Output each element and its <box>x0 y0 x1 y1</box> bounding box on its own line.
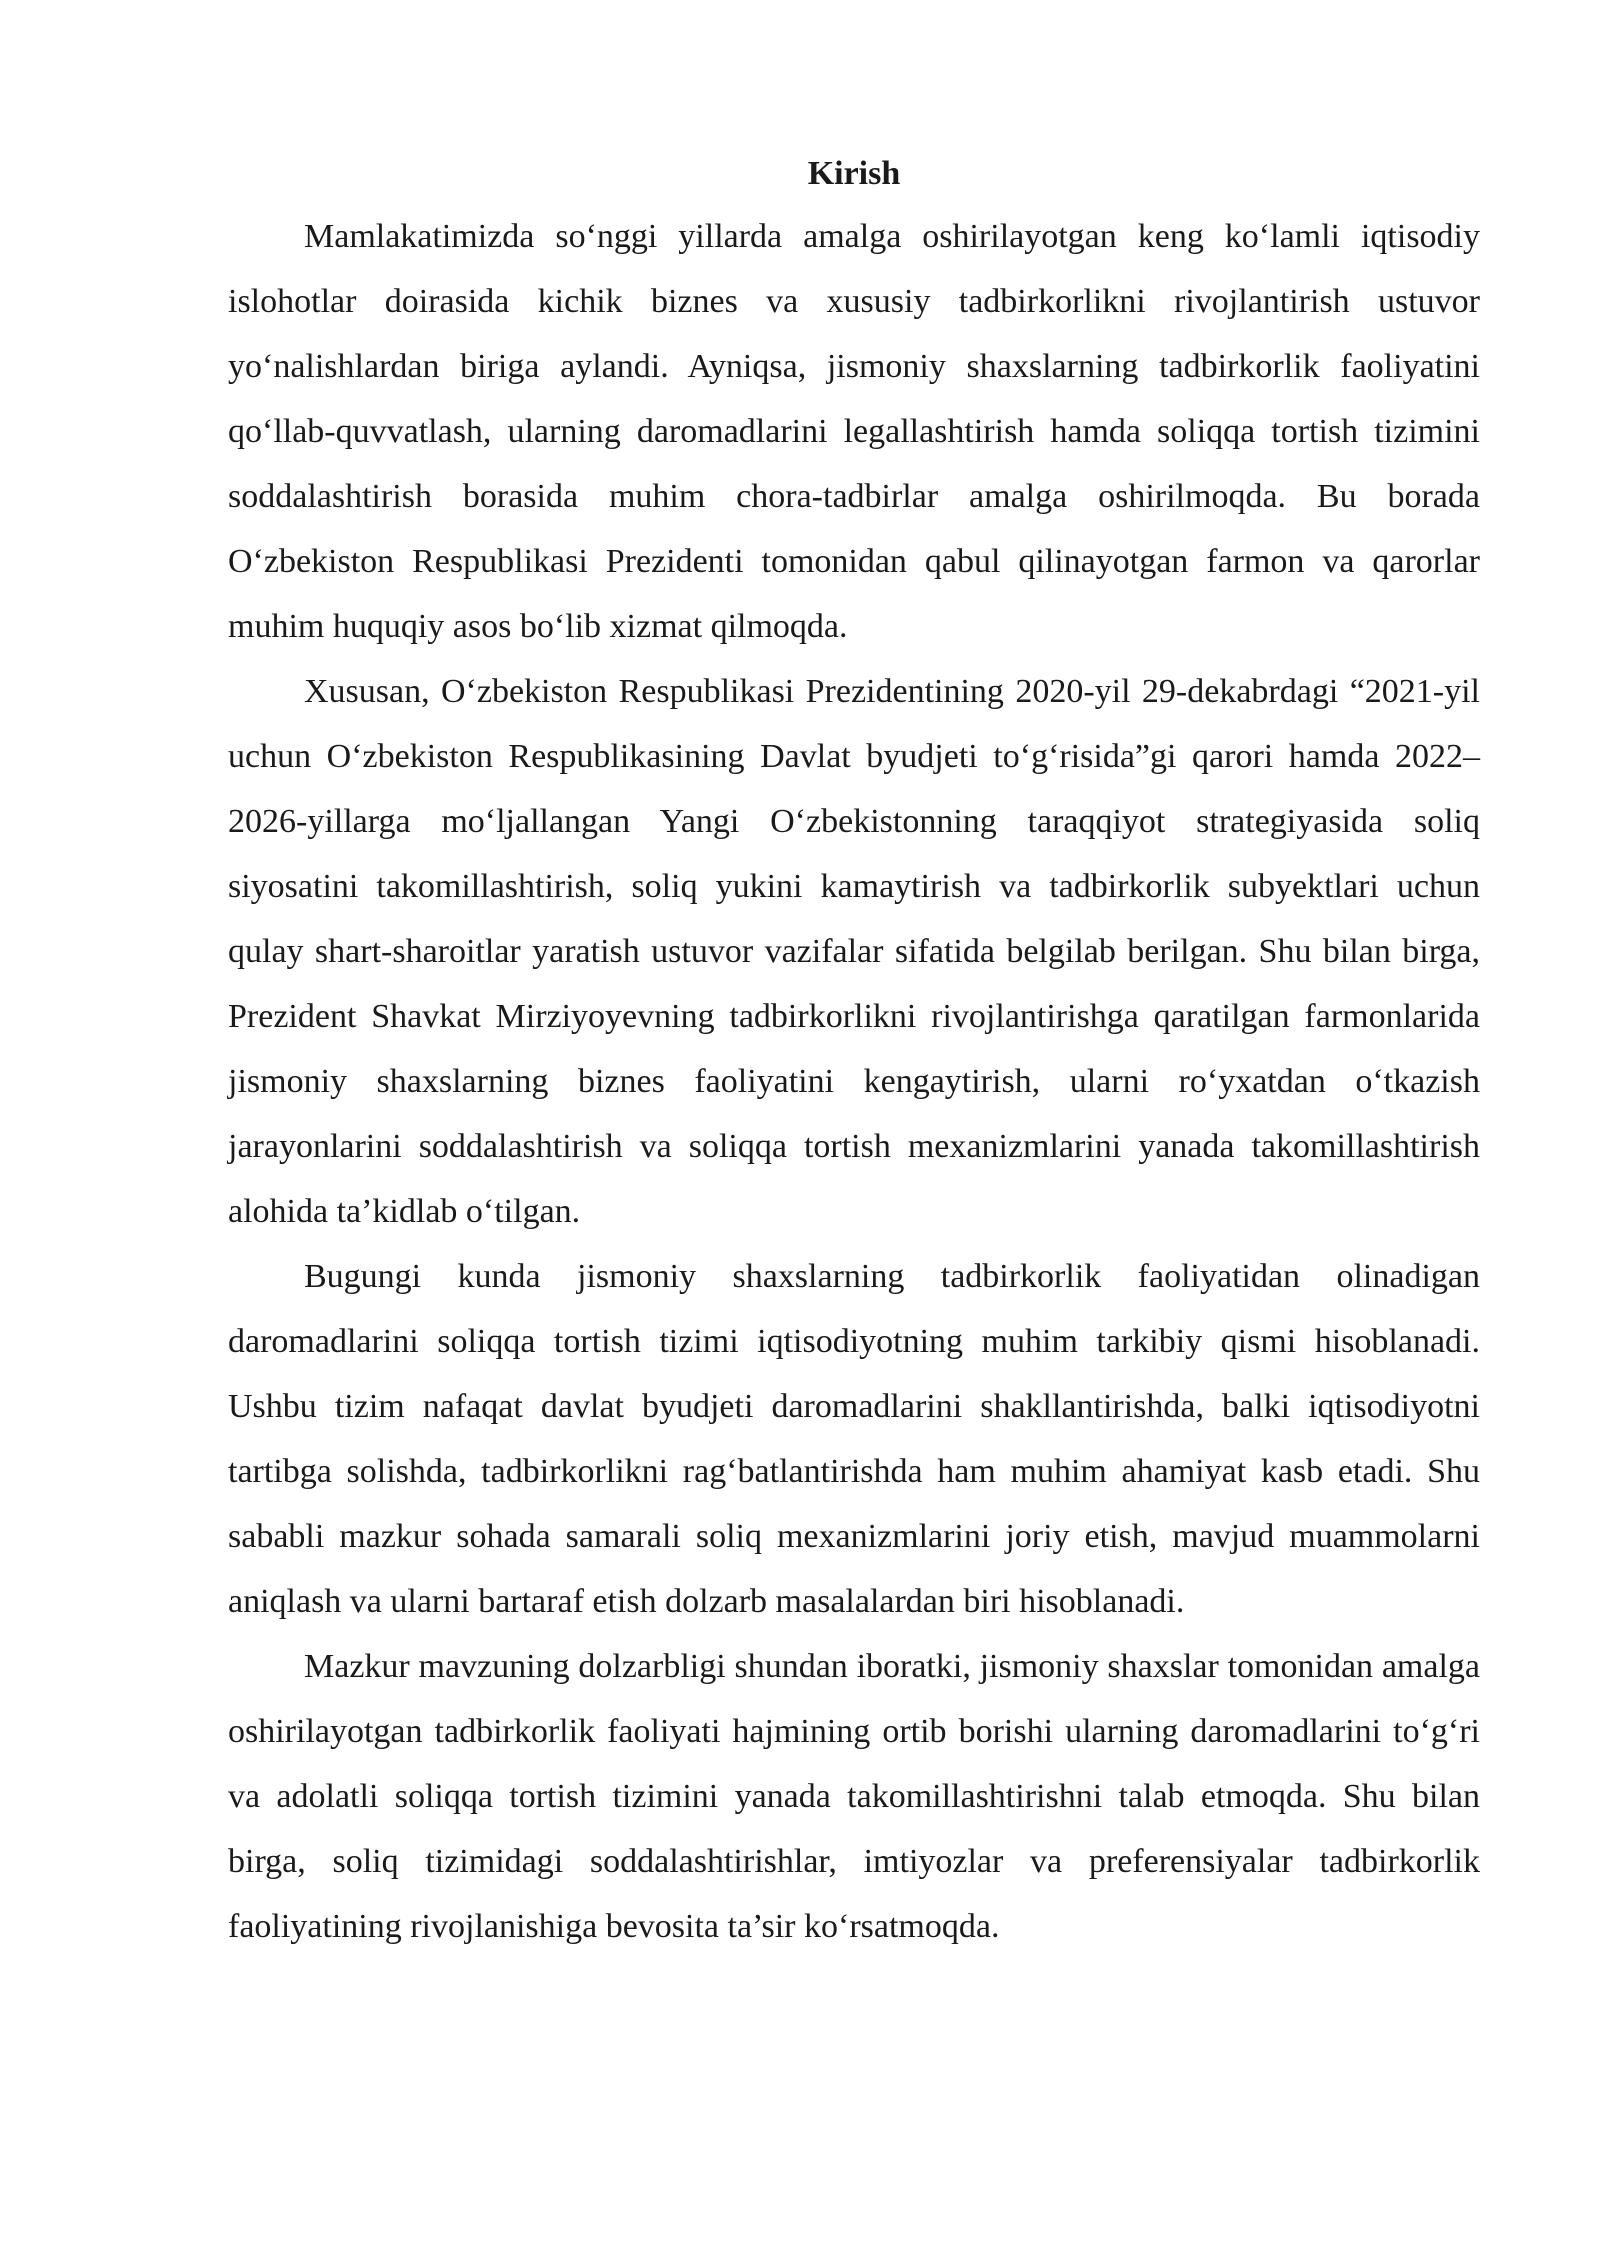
document-body <box>228 146 1480 1959</box>
paragraph-3: Bugungi kunda jismoniy shaxslarning tadbirkorlik faoliyatidan olinadigan daromadlarini soliqqa tortish tizimi iqtisodiyotning muhim tarkibiy qismi hisoblanadi. Ushbu tizim nafaqat davlat byudjeti daromadlarini shakllantirishda, balki iqtisodiyotni tartibga solishda, tadbirkorlikni rag‘batlantirishda ham muhim ahamiyat kasb etadi. Shu sababli mazkur sohada samarali soliq mexanizmlarini joriy etish, mavjud muammolarni aniqlash va ularni bartaraf etish dolzarb masalalardan biri hisoblanadi. <box>228 1258 1480 1620</box>
paragraph-4: Mazkur mavzuning dolzarbligi shundan iboratki, jismoniy shaxslar tomonidan amalga oshirilayotgan tadbirkorlik faoliyati hajmining ortib borishi ularning daromadlarini to‘g‘ri va adolatli soliqqa tortish tizimini yanada takomillashtirishni talab etmoqda. Shu bilan birga, soliq tizimidagi soddalashtirishlar, imtiyozlar va preferensiyalar tadbirkorlik faoliyatining rivojlanishiga bevosita ta’sir ko‘rsatmoqda. <box>228 1648 1480 1945</box>
document-title: Kirish <box>807 155 901 192</box>
paragraph-1: Mamlakatimizda so‘nggi yillarda amalga oshirilayotgan keng ko‘lamli iqtisodiy islohotlar doirasida kichik biznes va xususiy tadbirkorlikni rivojlantirish ustuvor yo‘nalishlardan biriga aylandi. Ayniqsa, jismoniy shaxslarning tadbirkorlik faoliyatini qo‘llab-quvvatlash, ularning daromadlarini legallashtirish hamda soliqqa tortish tizimini soddalashtirish borasida muhim chora-tadbirlar amalga oshirilmoqda. Bu borada O‘zbekiston Respublikasi Prezidenti tomonidan qabul qilinayotgan farmon va qarorlar muhim huquqiy asos bo‘lib xizmat qilmoqda. <box>228 218 1480 645</box>
paragraph-2: Xususan, O‘zbekiston Respublikasi Prezidentining 2020-yil 29-dekabrdagi “2021-yil uchun O‘zbekiston Respublikasining Davlat byudjeti to‘g‘risida”gi qarori hamda 2022–2026-yillarga mo‘ljallangan Yangi O‘zbekistonning taraqqiyot strategiyasida soliq siyosatini takomillashtirish, soliq yukini kamaytirish va tadbirkorlik subyektlari uchun qulay shart-sharoitlar yaratish ustuvor vazifalar sifatida belgilab berilgan. Shu bilan birga, Prezident Shavkat Mirziyoyevning tadbirkorlikni rivojlantirishga qaratilgan farmonlarida jismoniy shaxslarning biznes faoliyatini kengaytirish, ularni ro‘yxatdan o‘tkazish jarayonlarini soddalashtirish va soliqqa tortish mexanizmlarini yanada takomillashtirish alohida ta’kidlab o‘tilgan. <box>228 673 1480 1230</box>
